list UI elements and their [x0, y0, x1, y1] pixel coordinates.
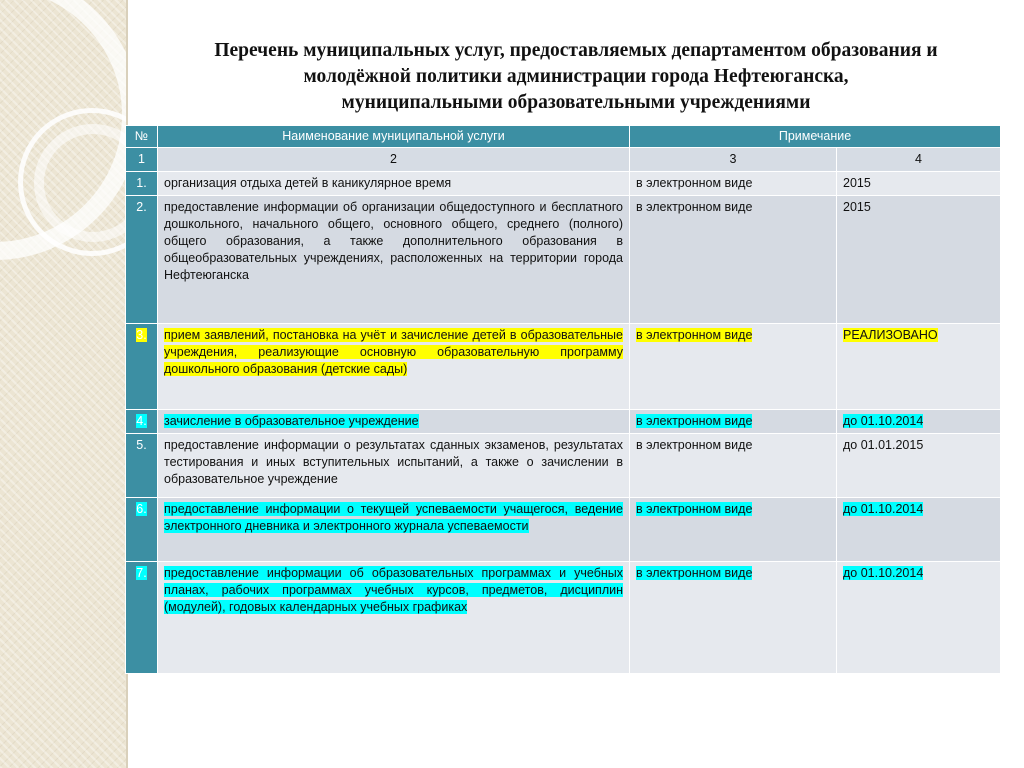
service-mode: в электронном виде [630, 196, 837, 324]
title-line-3: муниципальными образовательными учреждениями [341, 92, 811, 113]
service-name-highlight: предоставление информации об образовательных программах и учебных планах, рабочих программах учебных курсов, предметов, дисциплин (модулей), годовых календарных учебных графиках [164, 566, 623, 614]
title-line-2: молодёжной политики администрации города Нефтеюганска, [303, 66, 849, 87]
column-index: 3 [630, 148, 837, 172]
column-index: 1 [126, 148, 158, 172]
service-note: 2015 [837, 172, 1001, 196]
service-mode [630, 498, 837, 562]
service-note [837, 324, 1001, 410]
column-index: 2 [158, 148, 630, 172]
service-mode [630, 324, 837, 410]
service-mode [630, 562, 837, 674]
table-row [126, 410, 1001, 434]
row-number: 5. [126, 434, 158, 498]
table-row [126, 172, 1001, 196]
service-note [837, 562, 1001, 674]
service-name [158, 498, 630, 562]
table-header-row [126, 126, 1001, 148]
row-number-highlight: 6. [136, 502, 147, 516]
row-number-highlight: 4. [136, 414, 147, 428]
table-row [126, 562, 1001, 674]
service-mode: в электронном виде [630, 172, 837, 196]
service-name [158, 410, 630, 434]
service-mode-highlight: в электронном виде [636, 566, 753, 580]
table-row [126, 324, 1001, 410]
service-name: организация отдыха детей в каникулярное время [158, 172, 630, 196]
table-row [126, 498, 1001, 562]
service-note [837, 498, 1001, 562]
service-mode-highlight: в электронном виде [636, 502, 753, 516]
row-number-highlight: 7. [136, 566, 147, 580]
column-index-row [126, 148, 1001, 172]
decorative-side-panel [0, 0, 128, 768]
header-service-name: Наименование муниципальной услуги [158, 126, 630, 148]
column-index: 4 [837, 148, 1001, 172]
service-note-highlight: до 01.10.2014 [843, 566, 924, 580]
service-name [158, 562, 630, 674]
service-mode-highlight: в электронном виде [636, 414, 753, 428]
header-number: № [126, 126, 158, 148]
table-row [126, 434, 1001, 498]
service-name-highlight: зачисление в образовательное учреждение [164, 414, 419, 428]
service-note [837, 410, 1001, 434]
service-name-highlight: предоставление информации о текущей успеваемости учащегося, ведение электронного дневника и электронного журнала успеваемости [164, 502, 623, 533]
page-title [128, 38, 1024, 116]
header-note: Примечание [630, 126, 1001, 148]
service-note-highlight: до 01.10.2014 [843, 502, 924, 516]
service-name: предоставление информации о результатах сданных экзаменов, результатах тестирования и иных вступительных испытаний, а также о зачислении в образовательное учреждение [158, 434, 630, 498]
service-name-highlight: прием заявлений, постановка на учёт и зачисление детей в образовательные учреждения, реализующие основную образовательную программу дошкольного образования (детские сады) [164, 328, 623, 376]
service-mode-highlight: в электронном виде [636, 328, 753, 342]
title-line-1: Перечень муниципальных услуг, предоставляемых департаментом образования и [214, 40, 938, 61]
row-number [126, 562, 158, 674]
service-name: предоставление информации об организации общедоступного и бесплатного дошкольного, начального общего, основного общего, среднего (полного) общего образования, а также дополнительного образования в общеобразовательных учреждениях, расположенных на территории города Нефтеюганска [158, 196, 630, 324]
row-number: 1. [126, 172, 158, 196]
service-note-highlight: до 01.10.2014 [843, 414, 924, 428]
service-note: 2015 [837, 196, 1001, 324]
row-number: 2. [126, 196, 158, 324]
service-mode: в электронном виде [630, 434, 837, 498]
service-mode [630, 410, 837, 434]
table-row [126, 196, 1001, 324]
row-number-highlight: 3. [136, 328, 147, 342]
row-number [126, 410, 158, 434]
service-name [158, 324, 630, 410]
row-number [126, 498, 158, 562]
services-table [125, 125, 1001, 674]
row-number [126, 324, 158, 410]
service-note: до 01.01.2015 [837, 434, 1001, 498]
status-badge: РЕАЛИЗОВАНО [843, 328, 938, 342]
